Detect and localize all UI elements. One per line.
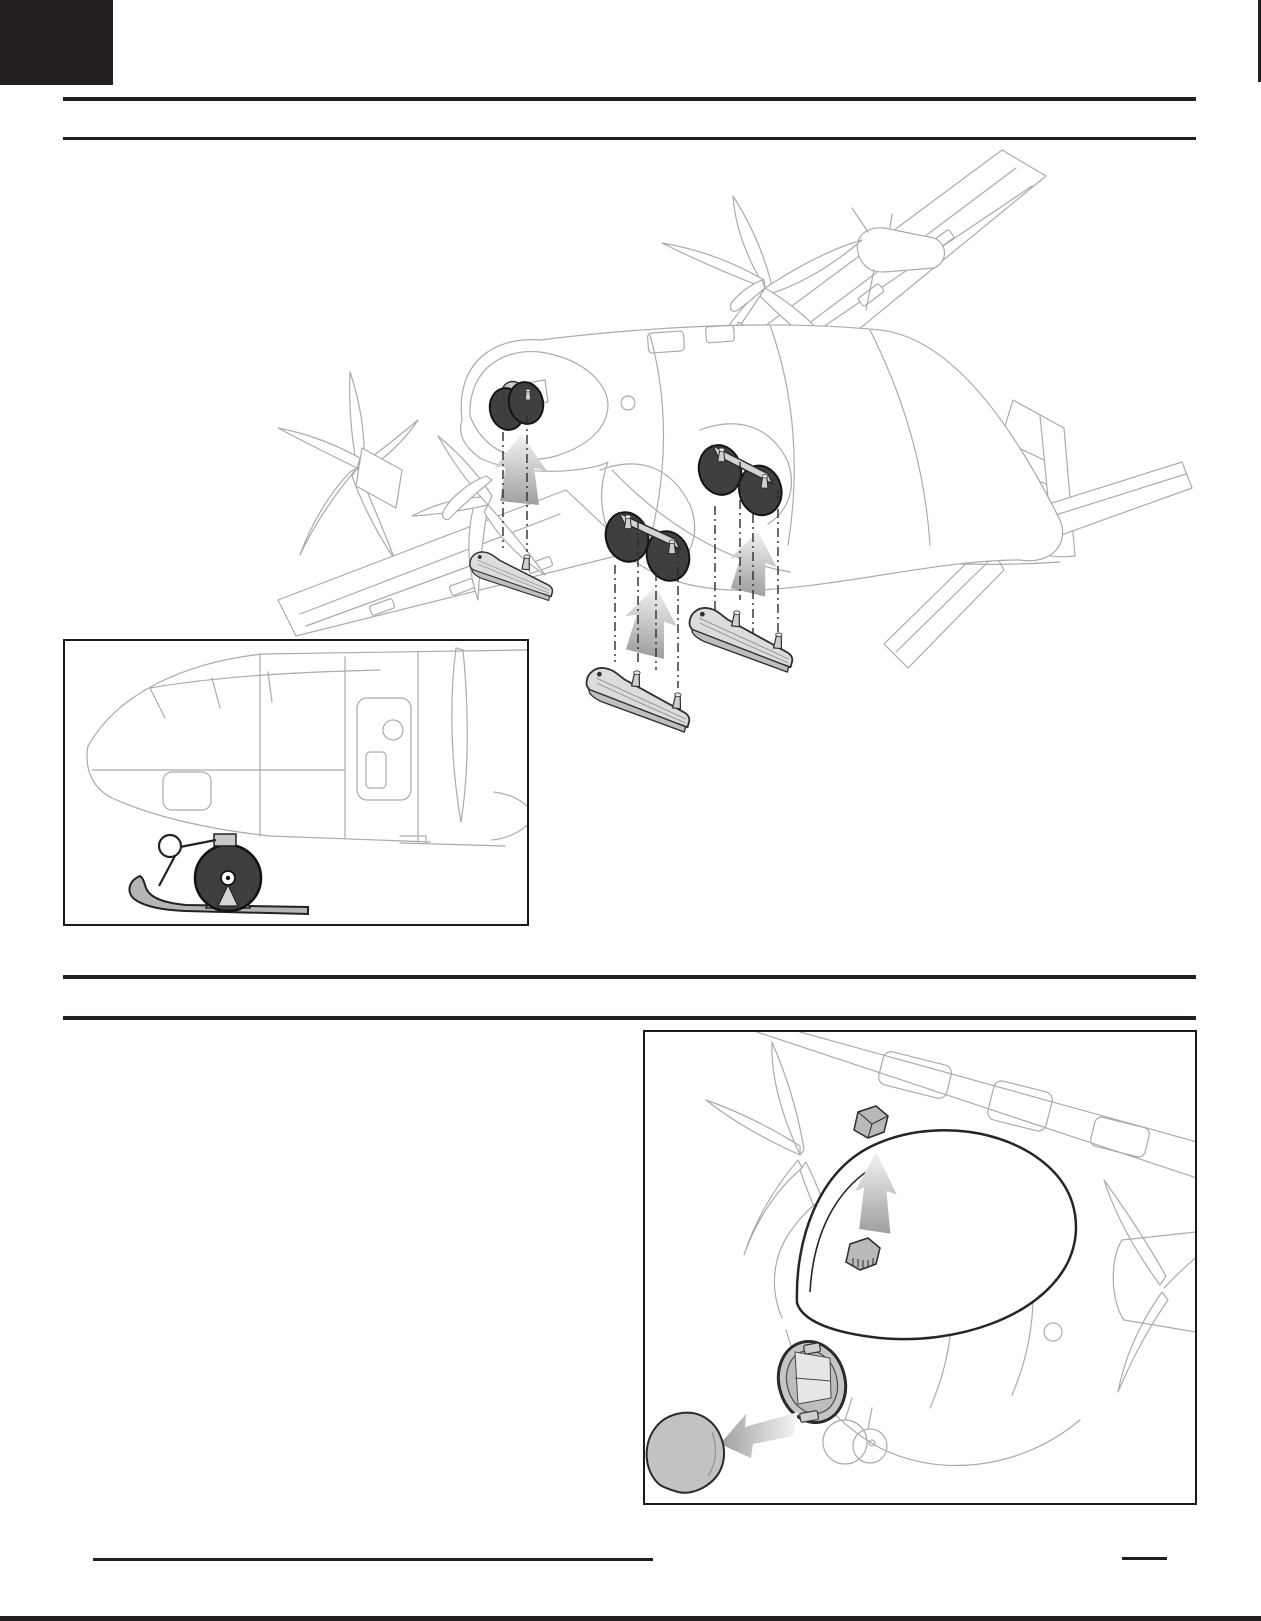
installation-arrow-forward	[620, 582, 681, 660]
aft-main-ski	[683, 604, 799, 672]
mount-block	[214, 834, 236, 846]
nose-cone	[647, 1413, 724, 1493]
left-outer-propeller	[278, 372, 418, 560]
linkage-ball	[159, 835, 181, 857]
